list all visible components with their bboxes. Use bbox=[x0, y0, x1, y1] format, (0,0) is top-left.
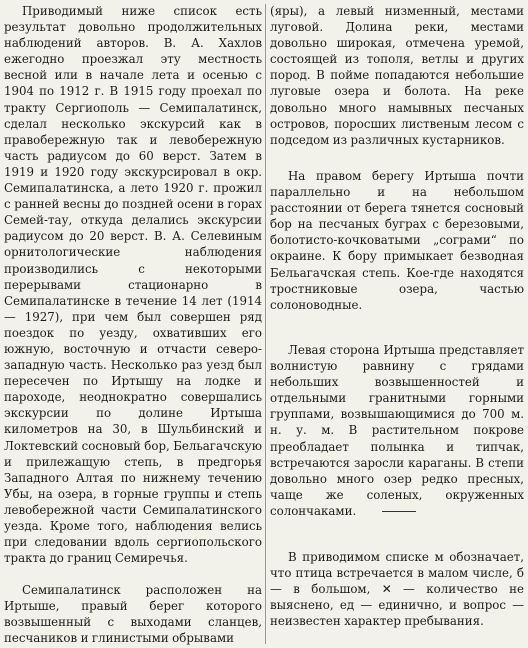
column-rule bbox=[265, 4, 266, 644]
section-divider bbox=[382, 511, 416, 512]
legend-paragraph: В приводимом списке м обозначает, что птица встречается в малом числе, б — в большом, ✕ — количество не выяснено, ед — единично, и вопрос — неизвестен характер пребывания. bbox=[270, 550, 524, 629]
semipalatinsk-paragraph: Семипалатинск расположен на Иртыше, правый берег которого возвышенный с выходами сланцев, песчаников и глинистыми обрывами bbox=[4, 583, 262, 646]
river-valley-paragraph: (яры), а левый низменный, местами луговой. Долина реки, местами довольно широкая, отмечена уремой, состоящей из тополя, ветлы и других пород. В пойме попадаются небольшие луговые озера и болота. На реке довольно много намывных песчаных островов, поросших лиственым лесом с подседом из различных кустарников. bbox=[270, 4, 524, 147]
left-bank-paragraph: Левая сторона Иртыша представляет волнистую равнину с грядами небольших возвышенностей и отдельными гранитными горными группами, возвышающимися до 700 м. н. у. м. В растительном покрове преобладает полынка и типчак, встречаются заросли караганы. В степи довольно много озер редко пресных, чаще же соленых, окруженных солончаками. bbox=[270, 343, 524, 518]
intro-paragraph: Приводимый ниже список есть результат довольно продолжительных наблюдений авторов. В. А. Хахлов ежегодно проезжал эту местность весной или в начале лета и осенью с 1904 по 1912 г. В 1915 году проехал по тракту Сергиополь — Семипалатинск, сделал несколько экскурсий как в правобережную так и левобережную часть радиусом до 60 верст. Затем в 1919 и 1920 году экскурсировал в окр. Семипалатинска, а лето 1920 г. прожил с ранней весны до поздней осени в горах Семей-тау, откуда делались экскурсии радиусом до 20 верст. В. А. Селевиным орнитологические наблюдения производились с некоторыми перерывами стационарно в Семипалатинске в течение 14 лет (1914 — 1927), при чем был совершен ряд поездок по уезду, охвативших его южную, восточную и отчасти северо-западную часть. Несколько раз уезд был пересечен по Иртышу на лодке и пароходе, неоднократно совершались экскурсии по долине Иртыша километров на 30, в Шульбинский и Локтевский сосновый бор, Бельагачскую и прилежащую степь, в предгорья Западного Алтая по нижнему течению Убы, на озера, в горные группы и степь левобережной части Семипалатинского уезда. Кроме того, наблюдения велись при следовании вдоль сергиопольского тракта до границ Семиречья. bbox=[4, 4, 263, 566]
right-bank-paragraph: На правом берегу Иртыша почти параллельно и на небольшом расстоянии от берега тянется сосновый бор на песчаных буграх с березовыми, болотисто-кочковатыми „сограми“ по окраине. К бору примыкает безводная Бельагачская степь. Кое-где находятся тростниковые озера, частью солоноводные. bbox=[270, 169, 524, 312]
